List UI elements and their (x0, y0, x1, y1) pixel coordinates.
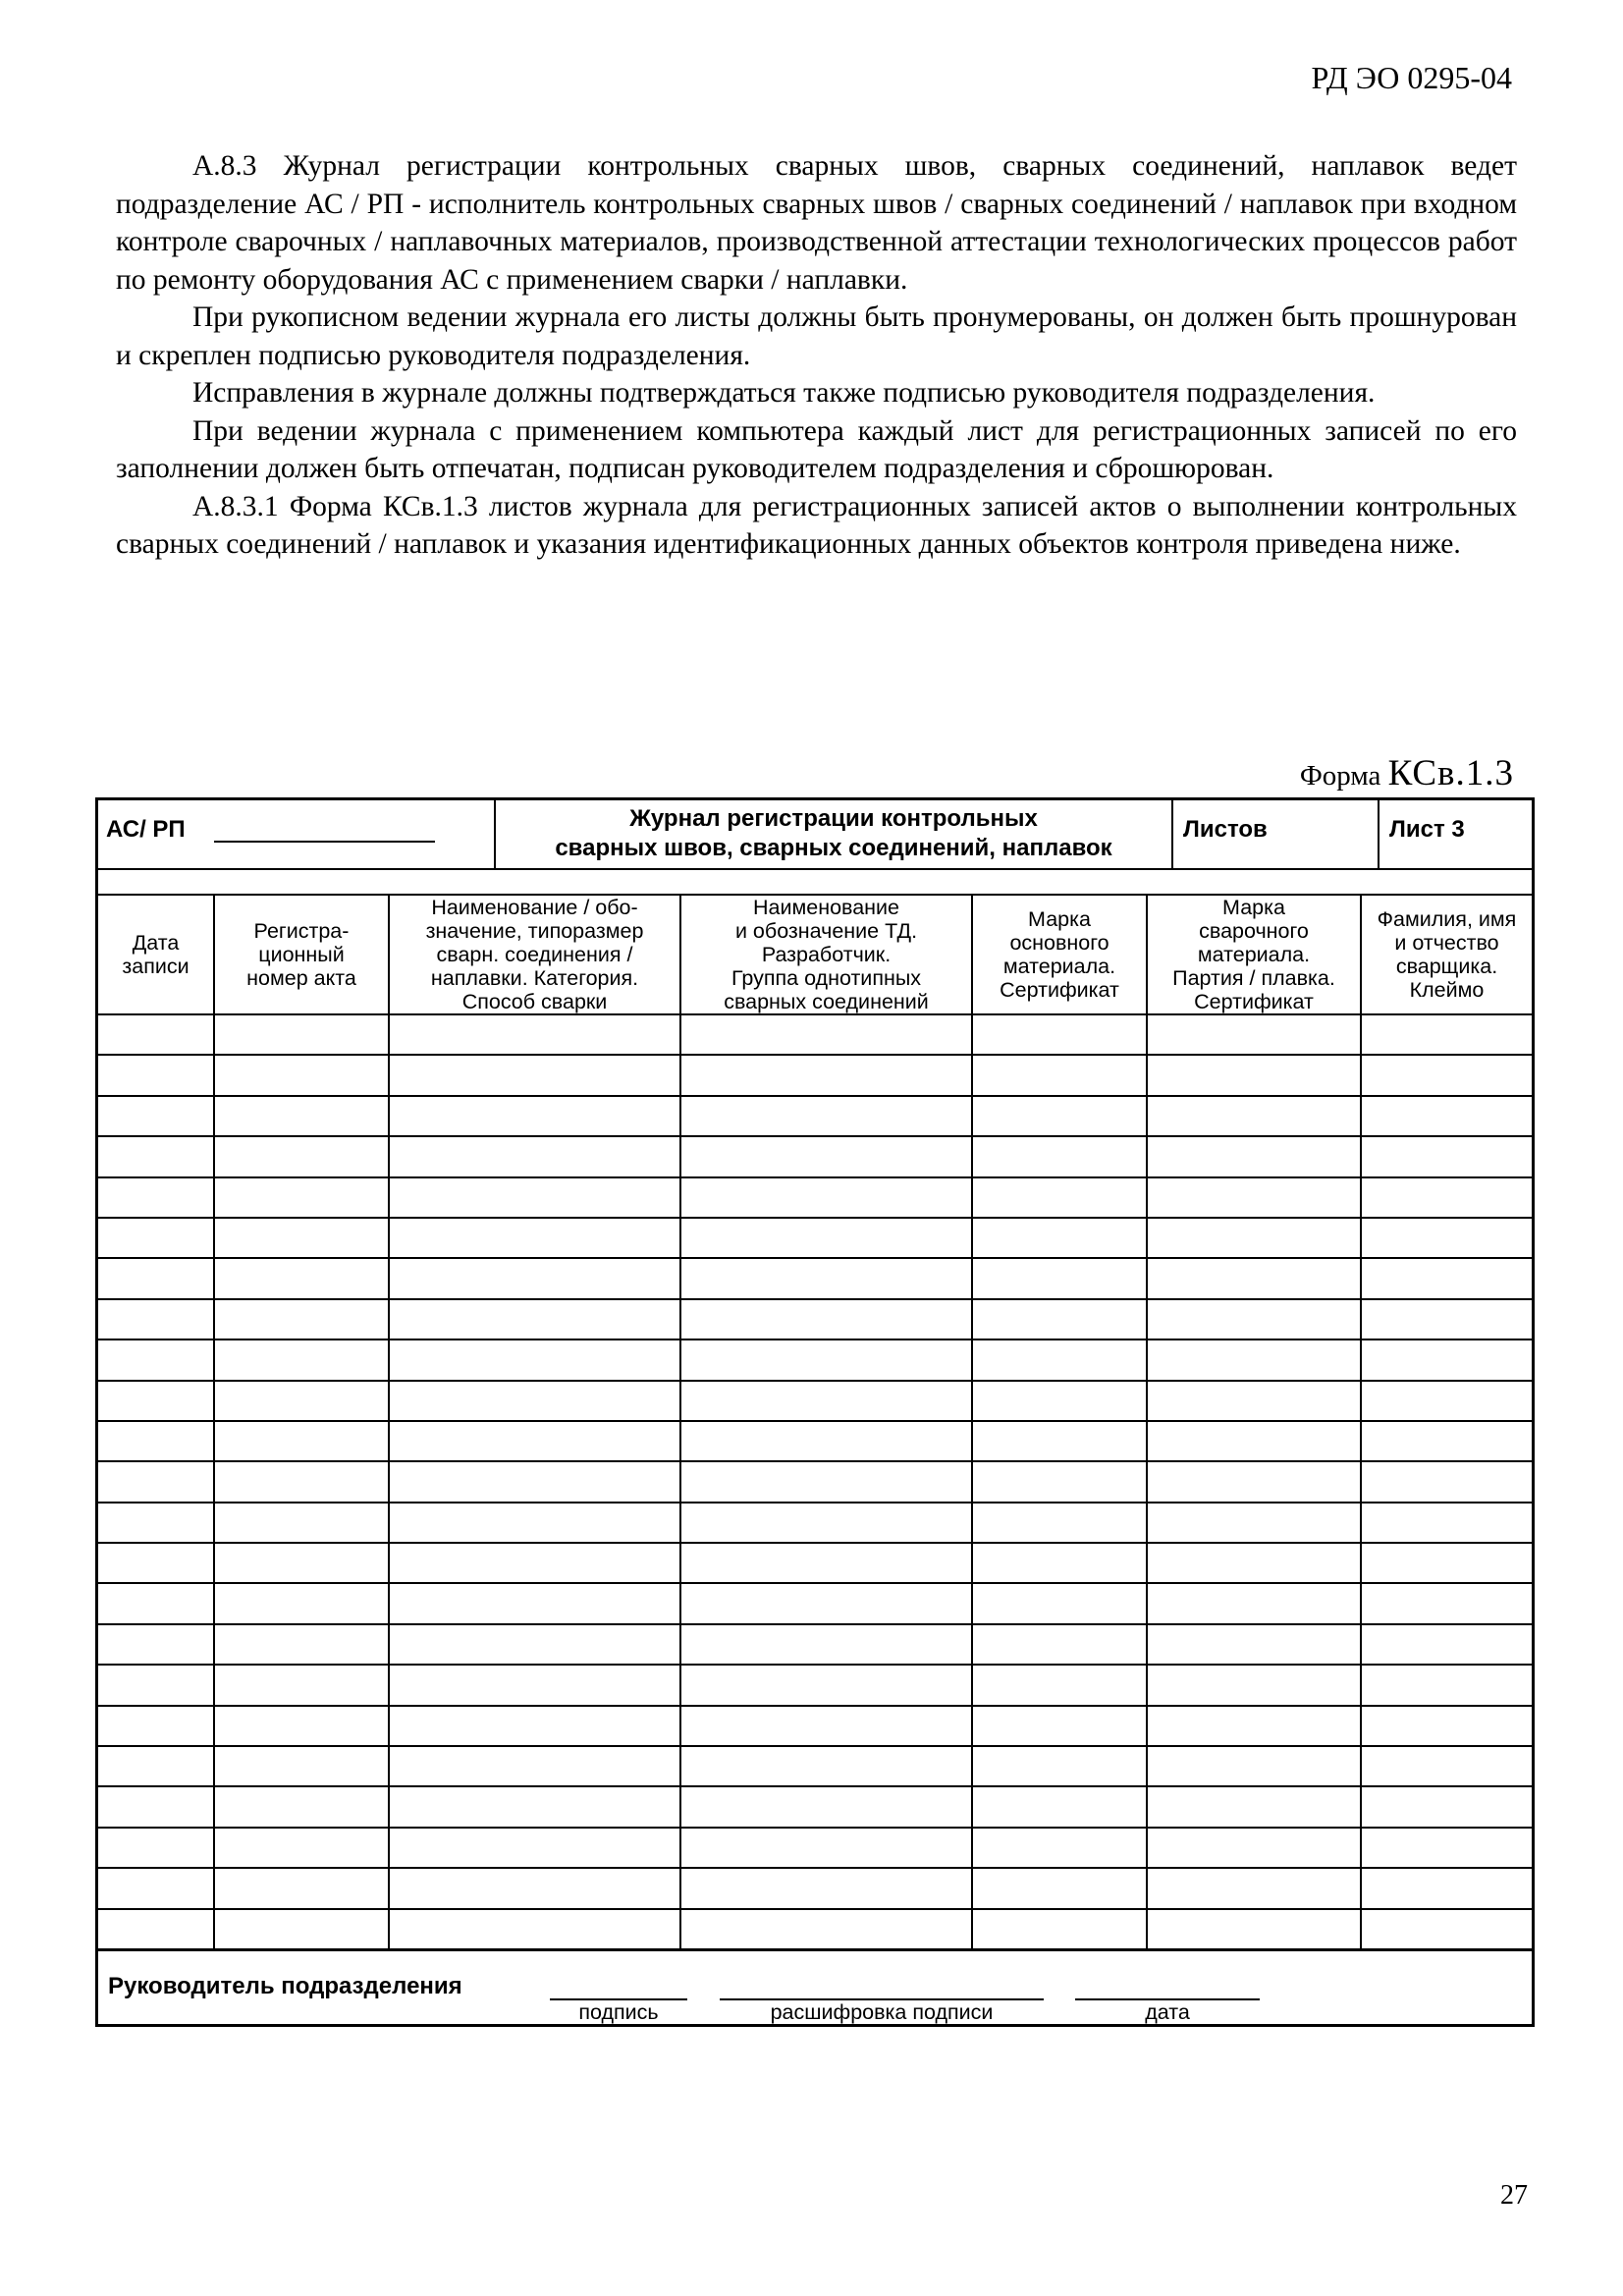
table-cell[interactable] (214, 1258, 389, 1298)
table-cell[interactable] (972, 1177, 1147, 1218)
body-text (116, 147, 1517, 564)
sheets-label: Листов (1183, 816, 1268, 843)
table-cell[interactable] (972, 1786, 1147, 1827)
table-cell[interactable] (214, 1665, 389, 1705)
form-code: КСв.1.3 (1387, 753, 1514, 793)
table-cell[interactable] (680, 1258, 972, 1298)
table-row (98, 1583, 1532, 1623)
table-cell[interactable] (972, 1014, 1147, 1055)
table-row (98, 1624, 1532, 1665)
table-cell[interactable] (680, 1136, 972, 1176)
table-row (98, 1543, 1532, 1583)
table-cell[interactable] (680, 1746, 972, 1786)
table-row (98, 1828, 1532, 1868)
table-cell[interactable] (389, 1665, 680, 1705)
paragraph: При рукописном ведении журнала его листы должны быть пронумерованы, он должен быть прошнурован и скреплен подписью руководителя подразделения. (116, 301, 1517, 371)
table-cell[interactable] (972, 1665, 1147, 1705)
table-cell[interactable] (1147, 1543, 1361, 1583)
table-cell[interactable] (389, 1543, 680, 1583)
table-cell[interactable] (98, 1746, 214, 1786)
table-cell[interactable] (214, 1299, 389, 1339)
table-cell[interactable] (389, 1096, 680, 1136)
table-cell[interactable] (389, 1828, 680, 1868)
table-row (98, 1258, 1532, 1298)
table-cell[interactable] (972, 1503, 1147, 1543)
table-cell[interactable] (98, 1218, 214, 1258)
table-cell[interactable] (389, 1746, 680, 1786)
table-cell[interactable] (98, 1177, 214, 1218)
table-cell[interactable] (1147, 1177, 1361, 1218)
table-cell[interactable] (1361, 1503, 1532, 1543)
form-footer (98, 1959, 1532, 2024)
table-cell[interactable] (98, 1299, 214, 1339)
table-cell[interactable] (972, 1421, 1147, 1461)
sheets-cell (1173, 800, 1380, 868)
column-header: Регистра- ционный номер акта (214, 895, 389, 1014)
spacer-row (98, 870, 1532, 896)
table-row (98, 1177, 1532, 1218)
table-cell[interactable] (680, 1503, 972, 1543)
table-cell[interactable] (214, 1786, 389, 1827)
table-cell[interactable] (98, 1421, 214, 1461)
table-cell[interactable] (98, 1786, 214, 1827)
journal-table (98, 895, 1532, 1951)
table-cell[interactable] (1147, 1014, 1361, 1055)
table-row (98, 1868, 1532, 1908)
table-cell[interactable] (972, 1543, 1147, 1583)
table-cell[interactable] (1147, 1624, 1361, 1665)
table-cell[interactable] (214, 1177, 389, 1218)
table-cell[interactable] (680, 1909, 972, 1950)
table-cell[interactable] (98, 1339, 214, 1380)
column-header: Фамилия, имя и отчество сварщика. Клеймо (1361, 895, 1532, 1014)
table-cell[interactable] (1361, 1299, 1532, 1339)
table-cell[interactable] (1147, 1096, 1361, 1136)
table-cell[interactable] (389, 1868, 680, 1908)
table-cell[interactable] (389, 1421, 680, 1461)
date-caption: дата (1145, 2000, 1190, 2024)
form-header (98, 800, 1532, 870)
table-cell[interactable] (214, 1868, 389, 1908)
table-body (98, 1014, 1532, 1949)
table-cell[interactable] (972, 1868, 1147, 1908)
sheet-label: Лист 3 (1389, 816, 1465, 843)
paragraph: А.8.3.1 Форма КСв.1.3 листов журнала для регистрационных записей актов о выполнении контрольных сварных соединений / наплавок и указания идентификационных данных объектов контроля приведена ниже. (116, 490, 1517, 560)
table-cell[interactable] (680, 1218, 972, 1258)
table-cell[interactable] (214, 1339, 389, 1380)
table-cell[interactable] (389, 1177, 680, 1218)
table-cell[interactable] (1361, 1828, 1532, 1868)
title-cell (496, 800, 1173, 868)
org-cell (98, 800, 496, 868)
table-cell[interactable] (972, 1339, 1147, 1380)
table-cell[interactable] (389, 1258, 680, 1298)
table-cell[interactable] (214, 1055, 389, 1095)
paragraph: Исправления в журнале должны подтверждаться также подписью руководителя подразделения. (192, 377, 1376, 409)
table-cell[interactable] (98, 1624, 214, 1665)
table-cell[interactable] (680, 1014, 972, 1055)
table-cell[interactable] (1147, 1421, 1361, 1461)
table-cell[interactable] (98, 1868, 214, 1908)
table-cell[interactable] (98, 1096, 214, 1136)
table-row (98, 1136, 1532, 1176)
table-row (98, 1299, 1532, 1339)
org-blank-line (214, 841, 435, 843)
table-cell[interactable] (972, 1461, 1147, 1502)
table-cell[interactable] (972, 1706, 1147, 1746)
table-cell[interactable] (680, 1299, 972, 1339)
table-cell[interactable] (389, 1503, 680, 1543)
table-cell[interactable] (389, 1218, 680, 1258)
table-cell[interactable] (1361, 1339, 1532, 1380)
table-cell[interactable] (98, 1381, 214, 1421)
table-row (98, 1381, 1532, 1421)
table-cell[interactable] (972, 1258, 1147, 1298)
table-cell[interactable] (98, 1543, 214, 1583)
table-cell[interactable] (1361, 1421, 1532, 1461)
table-cell[interactable] (972, 1136, 1147, 1176)
signature-caption: подпись (578, 2000, 659, 2024)
table-cell[interactable] (389, 1786, 680, 1827)
table-cell[interactable] (1361, 1583, 1532, 1623)
table-row (98, 1218, 1532, 1258)
table-cell[interactable] (214, 1136, 389, 1176)
table-cell[interactable] (389, 1706, 680, 1746)
table-row (98, 1746, 1532, 1786)
table-cell[interactable] (1147, 1706, 1361, 1746)
table-cell[interactable] (680, 1177, 972, 1218)
table-cell[interactable] (98, 1909, 214, 1950)
table-cell[interactable] (389, 1461, 680, 1502)
table-cell[interactable] (1361, 1786, 1532, 1827)
form-title: Журнал регистрации контрольных сварных швов, сварных соединений, наплавок (555, 805, 1112, 861)
table-cell[interactable] (972, 1381, 1147, 1421)
table-cell[interactable] (214, 1909, 389, 1950)
decoding-caption: расшифровка подписи (770, 2000, 994, 2024)
table-cell[interactable] (214, 1014, 389, 1055)
table-cell[interactable] (1361, 1665, 1532, 1705)
table-cell[interactable] (1361, 1258, 1532, 1298)
manager-label: Руководитель подразделения (108, 1973, 462, 1999)
table-cell[interactable] (1361, 1746, 1532, 1786)
table-cell[interactable] (1147, 1218, 1361, 1258)
table-cell[interactable] (972, 1055, 1147, 1095)
table-cell[interactable] (972, 1909, 1147, 1950)
table-cell[interactable] (1147, 1055, 1361, 1095)
table-cell[interactable] (680, 1624, 972, 1665)
table-cell[interactable] (1361, 1381, 1532, 1421)
table-cell[interactable] (680, 1868, 972, 1908)
table-cell[interactable] (214, 1503, 389, 1543)
column-header: Марка основного материала. Сертификат (972, 895, 1147, 1014)
table-cell[interactable] (214, 1624, 389, 1665)
table-row (98, 1706, 1532, 1746)
table-cell[interactable] (972, 1624, 1147, 1665)
table-cell[interactable] (389, 1136, 680, 1176)
table-cell[interactable] (680, 1421, 972, 1461)
table-cell[interactable] (1361, 1461, 1532, 1502)
table-cell[interactable] (1147, 1909, 1361, 1950)
table-cell[interactable] (1361, 1136, 1532, 1176)
page-number: 27 (1500, 2180, 1528, 2211)
paragraph: При ведении журнала с применением компьютера каждый лист для регистрационных записей по его заполнении должен быть отпечатан, подписан руководителем подразделения и сброшюрован. (116, 414, 1517, 484)
table-header-row (98, 895, 1532, 1014)
table-row (98, 1461, 1532, 1502)
table-cell[interactable] (1147, 1746, 1361, 1786)
form-label-prefix: Форма (1299, 760, 1381, 792)
table-cell[interactable] (98, 1665, 214, 1705)
table-cell[interactable] (1147, 1868, 1361, 1908)
table-cell[interactable] (680, 1706, 972, 1746)
table-cell[interactable] (1361, 1096, 1532, 1136)
table-cell[interactable] (389, 1014, 680, 1055)
table-cell[interactable] (214, 1746, 389, 1786)
table-cell[interactable] (389, 1624, 680, 1665)
column-header: Наименование и обозначение ТД. Разработчик. Группа однотипных сварных соединений (680, 895, 972, 1014)
table-cell[interactable] (972, 1218, 1147, 1258)
table-cell[interactable] (214, 1706, 389, 1746)
table-cell[interactable] (972, 1746, 1147, 1786)
table-cell[interactable] (680, 1055, 972, 1095)
table-cell[interactable] (680, 1339, 972, 1380)
org-label: АС/ РП (106, 816, 186, 843)
table-cell[interactable] (1361, 1624, 1532, 1665)
sheet-cell (1380, 800, 1532, 868)
table-cell[interactable] (1147, 1381, 1361, 1421)
table-cell[interactable] (389, 1583, 680, 1623)
table-cell[interactable] (389, 1299, 680, 1339)
table-cell[interactable] (680, 1381, 972, 1421)
table-cell[interactable] (98, 1136, 214, 1176)
table-cell[interactable] (680, 1096, 972, 1136)
table-cell[interactable] (389, 1055, 680, 1095)
table-cell[interactable] (214, 1828, 389, 1868)
table-cell[interactable] (972, 1828, 1147, 1868)
table-cell[interactable] (389, 1381, 680, 1421)
table-cell[interactable] (1147, 1583, 1361, 1623)
table-cell[interactable] (214, 1218, 389, 1258)
table-cell[interactable] (680, 1461, 972, 1502)
table-row (98, 1014, 1532, 1055)
table-row (98, 1786, 1532, 1827)
table-cell[interactable] (1147, 1503, 1361, 1543)
table-cell[interactable] (1361, 1014, 1532, 1055)
paragraph: А.8.3 Журнал регистрации контрольных сварных швов, сварных соединений, наплавок ведет подразделение АС / РП - исполнитель контрольных сварных швов / сварных соединений / наплавок при входном контроле сварочных / наплавочных материалов, производственной аттестации технологических процессов работ по ремонту оборудования АС с применением сварки / наплавки. (116, 150, 1517, 296)
table-cell[interactable] (98, 1055, 214, 1095)
table-row (98, 1055, 1532, 1095)
table-row (98, 1665, 1532, 1705)
table-cell[interactable] (98, 1014, 214, 1055)
table-cell[interactable] (214, 1461, 389, 1502)
table-cell[interactable] (1147, 1339, 1361, 1380)
column-header: Марка сварочного материала. Партия / плавка. Сертификат (1147, 895, 1361, 1014)
table-cell[interactable] (1361, 1177, 1532, 1218)
table-cell[interactable] (1147, 1258, 1361, 1298)
table-cell[interactable] (98, 1828, 214, 1868)
table-cell[interactable] (389, 1339, 680, 1380)
table-cell[interactable] (1361, 1218, 1532, 1258)
table-cell[interactable] (214, 1096, 389, 1136)
table-cell[interactable] (680, 1543, 972, 1583)
table-row (98, 1503, 1532, 1543)
table-cell[interactable] (214, 1381, 389, 1421)
table-cell[interactable] (680, 1583, 972, 1623)
table-cell[interactable] (214, 1543, 389, 1583)
column-header: Дата записи (98, 895, 214, 1014)
table-cell[interactable] (972, 1299, 1147, 1339)
table-cell[interactable] (1147, 1461, 1361, 1502)
table-cell[interactable] (1147, 1299, 1361, 1339)
form-label (1300, 754, 1514, 795)
table-cell[interactable] (680, 1786, 972, 1827)
table-cell[interactable] (680, 1665, 972, 1705)
document-code: РД ЭО 0295-04 (1311, 60, 1512, 95)
table-cell[interactable] (1361, 1909, 1532, 1950)
table-cell[interactable] (1361, 1706, 1532, 1746)
table-cell[interactable] (1147, 1136, 1361, 1176)
table-cell[interactable] (98, 1503, 214, 1543)
table-cell[interactable] (98, 1706, 214, 1746)
table-cell[interactable] (1361, 1055, 1532, 1095)
table-cell[interactable] (98, 1258, 214, 1298)
table-cell[interactable] (1147, 1828, 1361, 1868)
table-row (98, 1339, 1532, 1380)
table-cell[interactable] (214, 1421, 389, 1461)
table-cell[interactable] (98, 1461, 214, 1502)
table-cell[interactable] (972, 1096, 1147, 1136)
table-cell[interactable] (680, 1828, 972, 1868)
table-row (98, 1421, 1532, 1461)
table-cell[interactable] (389, 1909, 680, 1950)
table-cell[interactable] (214, 1583, 389, 1623)
table-row (98, 1096, 1532, 1136)
table-cell[interactable] (1361, 1868, 1532, 1908)
column-header: Наименование / обо- значение, типоразмер сварн. соединения / наплавки. Категория. Способ сварки (389, 895, 680, 1014)
table-cell[interactable] (1147, 1665, 1361, 1705)
table-cell[interactable] (98, 1583, 214, 1623)
table-cell[interactable] (972, 1583, 1147, 1623)
journal-form (95, 797, 1535, 2027)
table-cell[interactable] (1361, 1543, 1532, 1583)
table-row (98, 1909, 1532, 1950)
table-cell[interactable] (1147, 1786, 1361, 1827)
